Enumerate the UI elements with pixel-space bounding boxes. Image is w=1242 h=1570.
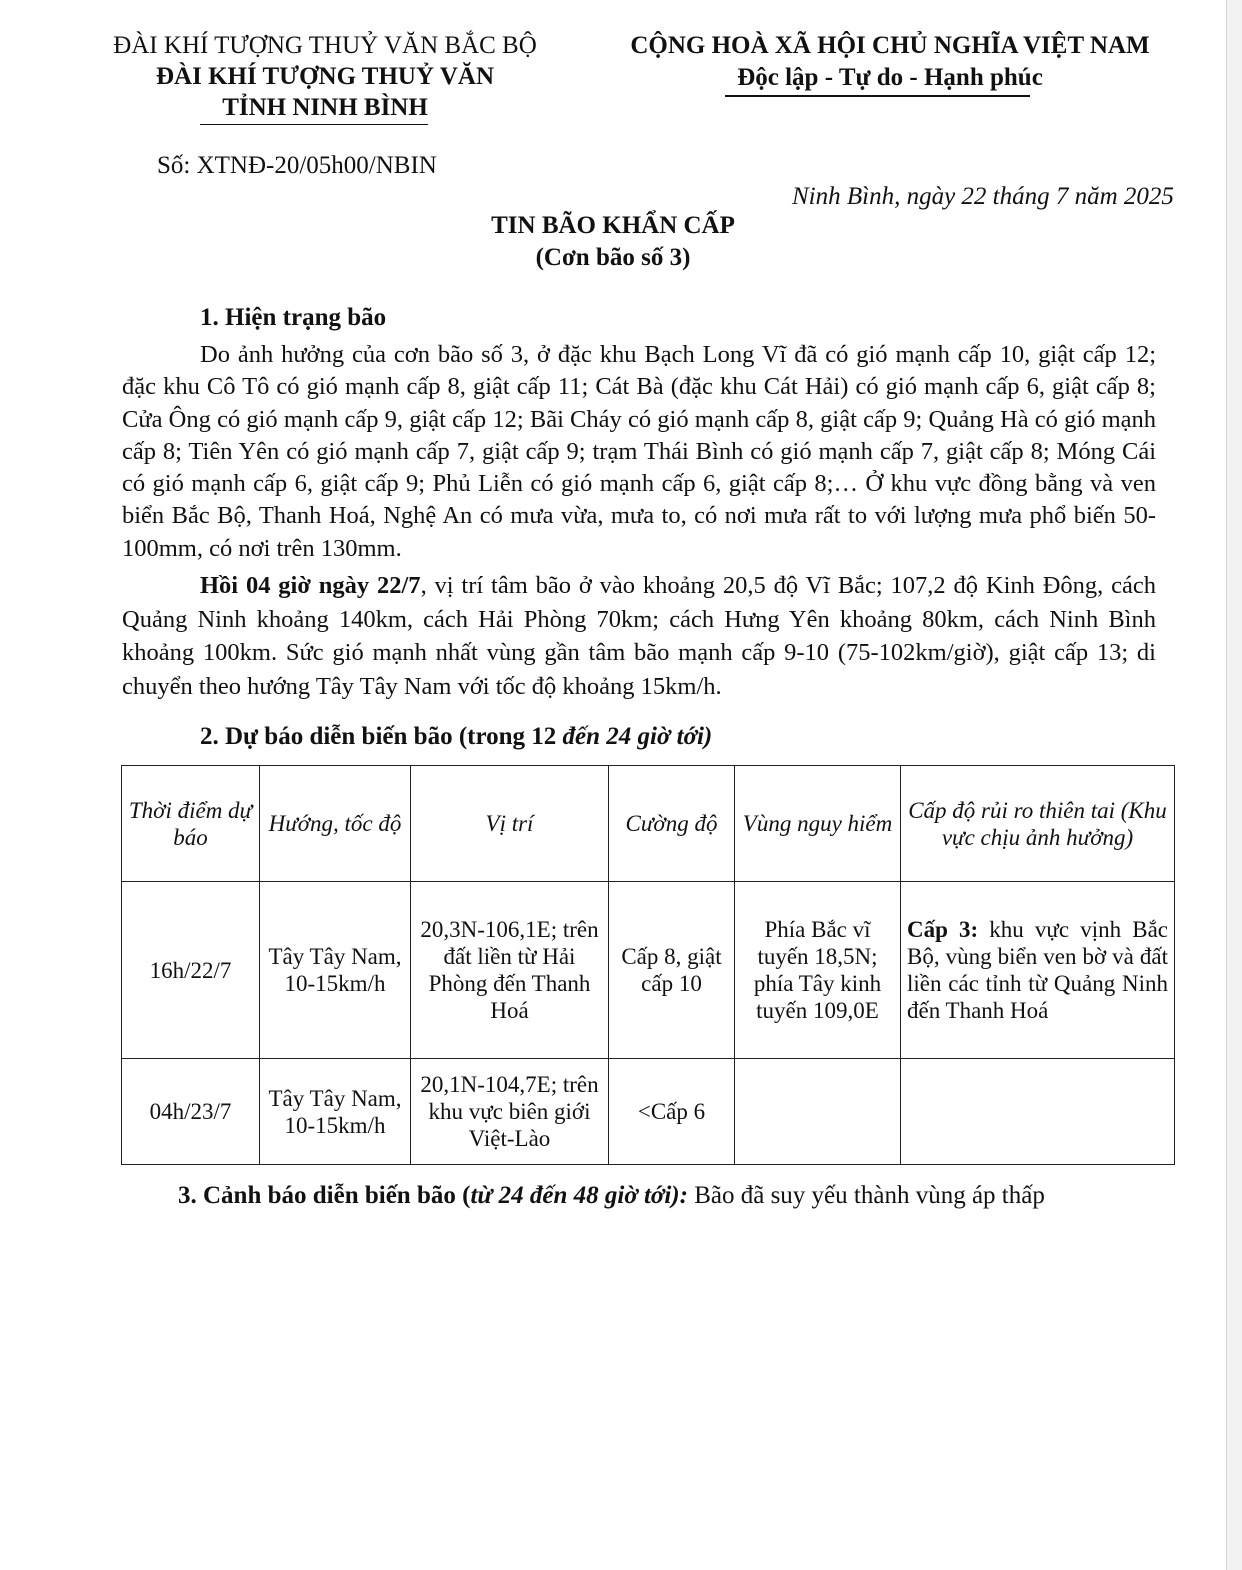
cell-direction: Tây Tây Nam, 10-15km/h xyxy=(260,1059,411,1165)
cell-risk-level xyxy=(901,882,1175,1059)
cell-time: 16h/22/7 xyxy=(122,882,260,1059)
cell-position: 20,3N-106,1E; trên đất liền từ Hải Phòng đến Thanh Hoá xyxy=(411,882,609,1059)
section3-heading: 3. Cảnh báo diễn biến bão ( xyxy=(178,1182,471,1209)
document-number: Số: XTNĐ-20/05h00/NBIN xyxy=(157,152,437,179)
risk-level-text: khu vực vịnh Bắc Bộ, vùng biển ven bờ và đất liền các tỉnh từ Quảng Ninh đến Thanh Hoá xyxy=(907,917,1168,1023)
section3-heading-italic: từ 24 đến 48 giờ tới): xyxy=(470,1182,688,1209)
table-row xyxy=(122,882,1175,1059)
header-direction: Hướng, tốc độ xyxy=(260,766,411,882)
table-header-row xyxy=(122,766,1175,882)
motto-underline xyxy=(725,95,1030,97)
section1-paragraph1 xyxy=(122,339,1156,565)
cell-danger-zone xyxy=(735,1059,901,1165)
paragraph2-text: , vị trí tâm bão ở vào khoảng 20,5 độ Vĩ Bắc; 107,2 độ Kinh Đông, cách Quảng Ninh khoảng 140km, cách Hải Phòng 70km; cách Hưng Yên khoảng 80km, cách Ninh Bình khoảng 100km. Sức gió mạnh nhất vùng gần tâm bão mạnh cấp 9-10 (75-102km/giờ), giật cấp 13; di chuyển theo hướng Tây Tây Nam với tốc độ khoảng 15km/h. xyxy=(122,572,1157,700)
section2-heading-text: 2. Dự báo diễn biến bão (trong 12 xyxy=(200,723,563,750)
observation-time: Hồi 04 giờ ngày 22/7 xyxy=(200,572,421,599)
national-motto: Độc lập - Tự do - Hạnh phúc xyxy=(737,64,1043,91)
agency-name: ĐÀI KHÍ TƯỢNG THUỶ VĂN xyxy=(155,63,494,90)
nation-name: CỘNG HOÀ XÃ HỘI CHỦ NGHĨA VIỆT NAM xyxy=(630,32,1150,59)
document-subtitle: (Cơn bão số 3) xyxy=(535,244,691,271)
document-title: TIN BÃO KHẨN CẤP xyxy=(491,212,735,239)
table-row xyxy=(122,1059,1175,1165)
section1-heading: 1. Hiện trạng bão xyxy=(200,304,387,331)
national-header xyxy=(600,30,1180,94)
section1-paragraph2 xyxy=(122,569,1156,703)
place-and-date: Ninh Bình, ngày 22 tháng 7 năm 2025 xyxy=(792,183,1174,210)
cell-danger-zone: Phía Bắc vĩ tuyến 18,5N; phía Tây kinh tuyến 109,0E xyxy=(735,882,901,1059)
header-position: Vị trí xyxy=(411,766,609,882)
agency-underline xyxy=(200,124,428,125)
header-risk-level: Cấp độ rủi ro thiên tai (Khu vực chịu ảnh hưởng) xyxy=(901,766,1175,882)
header-intensity: Cường độ xyxy=(609,766,735,882)
cell-direction: Tây Tây Nam, 10-15km/h xyxy=(260,882,411,1059)
cell-intensity: <Cấp 6 xyxy=(609,1059,735,1165)
issuing-agency-header xyxy=(80,30,570,123)
paragraph1-text: Do ảnh hưởng của cơn bão số 3, ở đặc khu Bạch Long Vĩ đã có gió mạnh cấp 10, giật cấp 12; đặc khu Cô Tô có gió mạnh cấp 8, giật cấp 11; Cát Bà (đặc khu Cát Hải) có gió mạnh cấp 6, giật cấp 8; Cửa Ông có gió mạnh cấp 9, giật cấp 12; Bãi Cháy có gió mạnh cấp 8, giật cấp 9; Quảng Hà có gió mạnh cấp 8; Tiên Yên có gió mạnh cấp 7, giật cấp 9; trạm Thái Bình có gió mạnh cấp 7, giật cấp 8; Móng Cái có gió mạnh cấp 6, giật cấp 9; Phủ Liễn có gió mạnh cấp 6, giật cấp 8;… Ở khu vực đồng bằng và ven biển Bắc Bộ, Thanh Hoá, Nghệ An có mưa vừa, mưa to, có nơi mưa rất to với lượng mưa phổ biến 50-100mm, có nơi trên 130mm. xyxy=(122,341,1156,562)
section3 xyxy=(178,1182,1045,1210)
parent-agency: ĐÀI KHÍ TƯỢNG THUỶ VĂN BẮC BỘ xyxy=(113,32,537,59)
section2-heading xyxy=(200,723,712,751)
agency-province: TỈNH NINH BÌNH xyxy=(222,94,428,121)
cell-time: 04h/23/7 xyxy=(122,1059,260,1165)
cell-position: 20,1N-104,7E; trên khu vực biên giới Việt-Lào xyxy=(411,1059,609,1165)
cell-risk-level xyxy=(901,1059,1175,1165)
section3-text: Bão đã suy yếu thành vùng áp thấp xyxy=(687,1182,1045,1209)
header-time: Thời điểm dự báo xyxy=(122,766,260,882)
section2-heading-italic: đến 24 giờ tới) xyxy=(562,723,713,750)
cell-intensity: Cấp 8, giật cấp 10 xyxy=(609,882,735,1059)
header-danger-zone: Vùng nguy hiểm xyxy=(735,766,901,882)
risk-level-label: Cấp 3: xyxy=(907,917,979,942)
forecast-table xyxy=(121,765,1175,1165)
